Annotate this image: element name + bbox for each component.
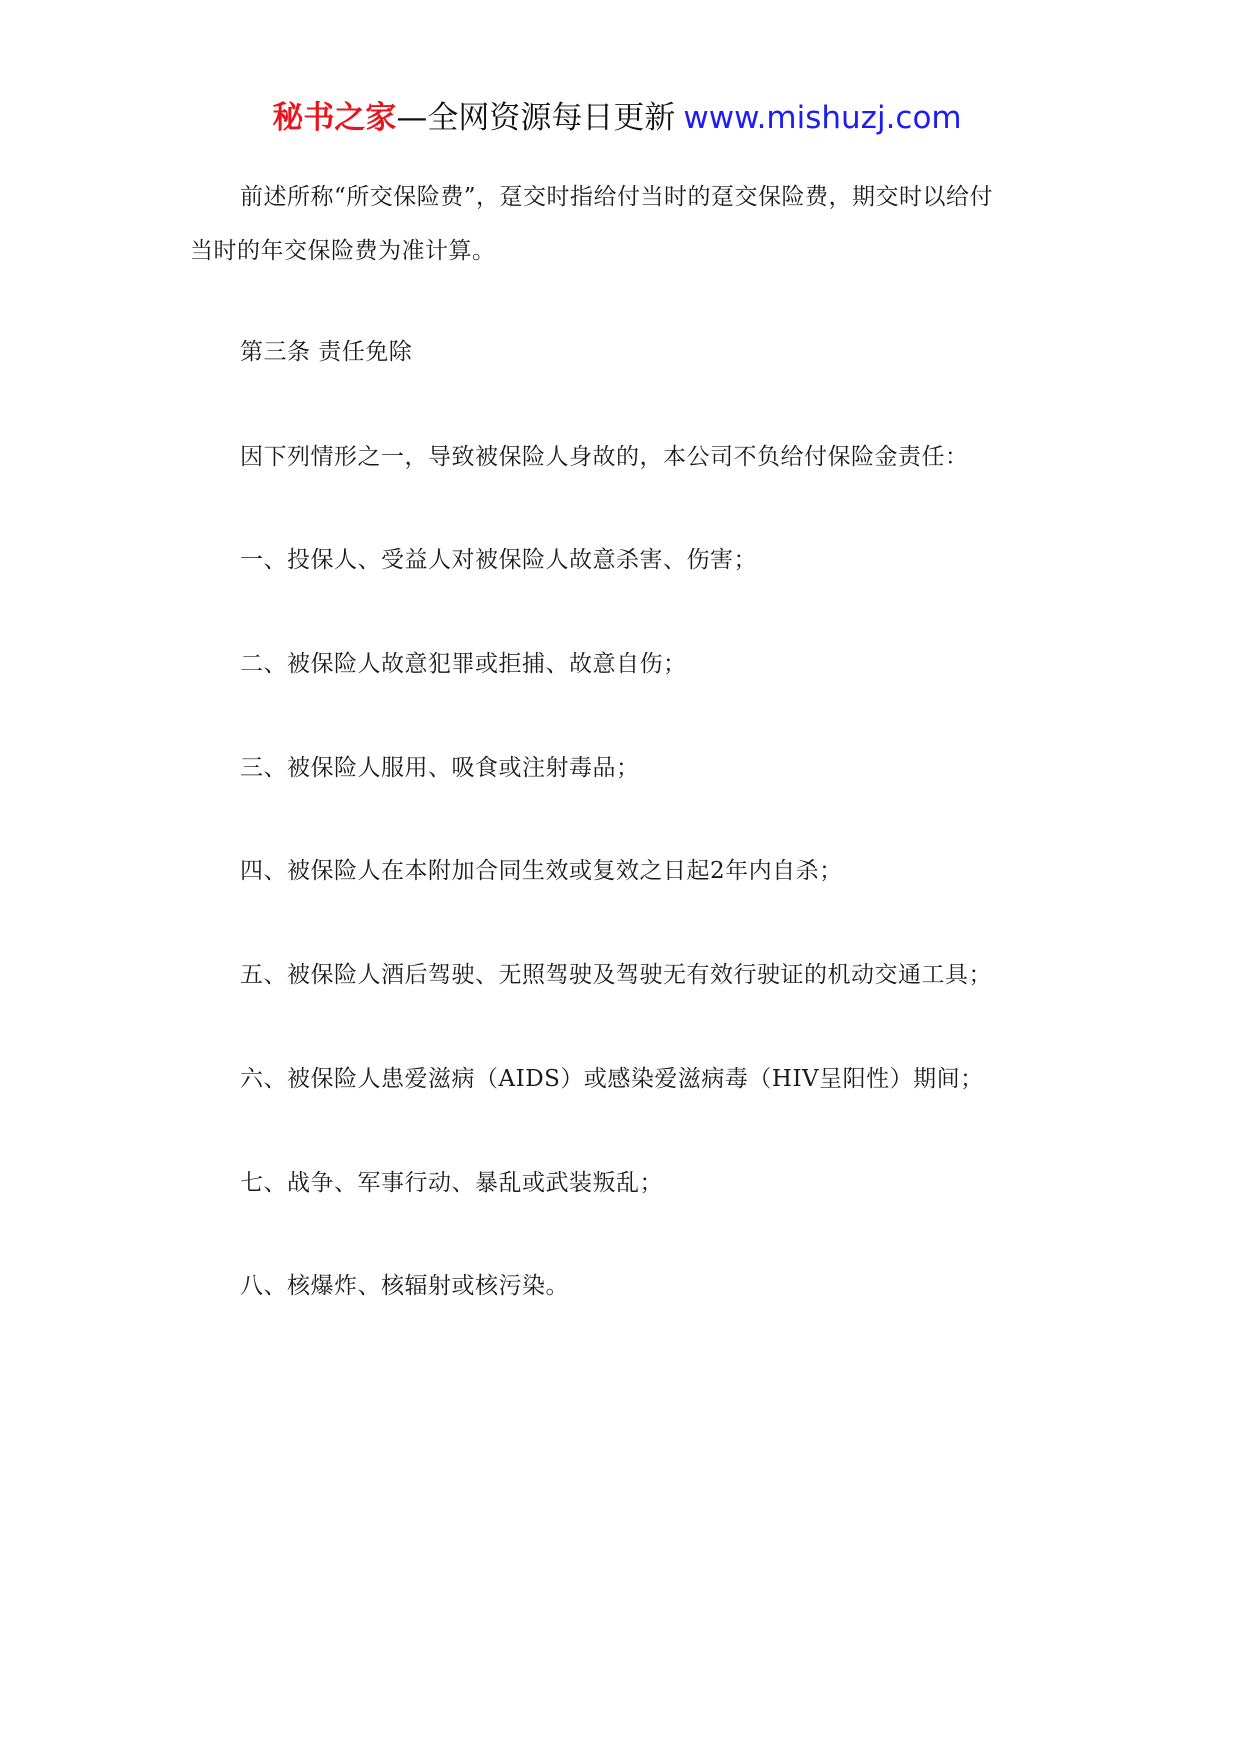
site-header	[0, 98, 1234, 138]
exclusion-item: 二、被保险人故意犯罪或拒捕、故意自伤；	[240, 651, 687, 677]
exclusion-item: 三、被保险人服用、吸食或注射毒品；	[240, 755, 640, 781]
exclusion-item: 一、投保人、受益人对被保险人故意杀害、伤害；	[240, 547, 757, 573]
exclusion-item: 六、被保险人患爱滋病（AIDS）或感染爱滋病毒（HIV呈阳性）期间；	[240, 1066, 984, 1092]
site-brand: 秘书之家	[272, 100, 397, 136]
article-title: 第三条 责任免除	[240, 339, 413, 365]
site-slogan: —全网资源每日更新	[396, 100, 676, 136]
exclusion-item: 四、被保险人在本附加合同生效或复效之日起2年内自杀；	[240, 858, 843, 884]
exclusion-item: 七、战争、军事行动、暴乱或武装叛乱；	[240, 1170, 663, 1196]
intro-paragraph-line-1: 前述所称“所交保险费”，趸交时指给付当时的趸交保险费，期交时以给付	[240, 184, 994, 210]
exclusion-item: 五、被保险人酒后驾驶、无照驾驶及驾驶无有效行驶证的机动交通工具；	[240, 962, 992, 988]
intro-paragraph-line-2: 当时的年交保险费为准计算。	[190, 238, 496, 264]
exclusion-lead: 因下列情形之一，导致被保险人身故的，本公司不负给付保险金责任：	[240, 444, 969, 470]
site-url-link[interactable]: www.mishuzj.com	[683, 100, 962, 136]
exclusion-item: 八、核爆炸、核辐射或核污染。	[240, 1273, 569, 1299]
